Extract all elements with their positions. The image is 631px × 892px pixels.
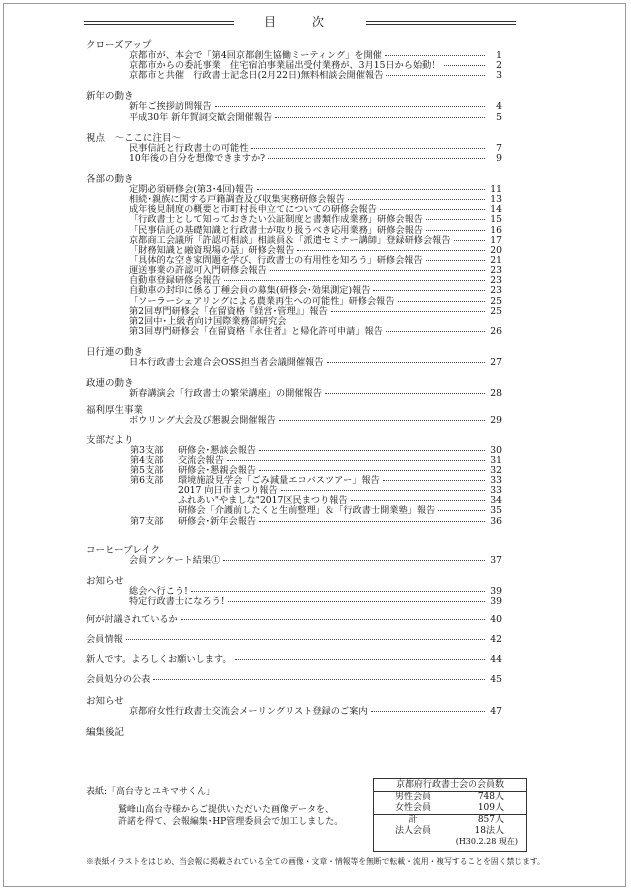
toc-page-number: 47 [490,705,502,717]
toc-section-title: お知らせ [86,575,124,587]
toc-section [86,405,502,426]
toc-page-number: 34 [490,495,502,507]
member-row-label: 法人会員 [394,826,431,836]
toc-leader-dots [351,500,485,501]
toc-leader-dots [251,148,485,149]
toc-section [86,174,502,337]
toc-entry[interactable] [86,506,502,516]
toc-entry[interactable] [86,476,502,486]
toc-entry-label: 成年後見制度の概要と市町村長申立てについての研修会報告 [129,204,377,216]
toc-leader-dots [153,679,485,680]
toc-page-number: 23 [490,265,502,277]
toc-page-number: 40 [490,614,502,626]
toc-page-number: 39 [490,585,502,597]
toc-entry-label: 定期必須研修会(第3･4回)報告 [129,183,254,195]
toc-entry-label: 会員情報 [86,634,123,646]
toc-page-number: 45 [490,674,502,686]
toc-section-title: お知らせ [86,695,124,707]
toc-page-number: 16 [490,224,502,236]
toc-entry[interactable] [86,655,502,665]
toc-entry[interactable] [86,327,502,337]
toc-leader-dots [371,711,485,712]
toc-entry-label: 「具体的な空き家問題を学び、行政書士の有用性を知ろう」研修会報告 [129,254,423,266]
toc-leader-dots [235,659,485,660]
toc-section [86,727,502,738]
toc-entry[interactable] [86,675,502,685]
toc-leader-dots [224,280,485,281]
toc-entry-label: 新人です。よろしくお願いします。 [86,654,232,666]
member-row-label: 女性会員 [394,803,431,813]
toc-section [86,635,502,645]
toc-section-title: 政連の動き [86,378,134,390]
toc-page-number: 32 [490,464,502,476]
toc-entry[interactable] [86,358,502,368]
toc-page-number: 31 [490,454,502,466]
toc-leader-dots [268,158,485,159]
toc-leader-dots [223,560,485,561]
toc-section [86,435,502,527]
toc-entry-label: 第3回専門研修会「在留資格『永住者』と帰化許可申請」報告 [129,325,383,337]
toc-entry-label: 京都府女性行政書士交流会メーリングリスト登録のご案内 [129,705,368,717]
toc-entry-label: 交流会報告 [178,454,224,466]
toc-entry-label: 研修会･新年会報告 [178,515,257,527]
toc-leader-dots [259,521,485,522]
toc-entry-label: 研修会･懇親会報告 [178,464,257,476]
toc-entry-label: 研修会･懇談会報告 [178,444,257,456]
toc-leader-dots [444,65,485,66]
toc-leader-dots [373,290,485,291]
toc-entry-label: 第2回専門研修会「在留資格『経営･管理』」報告 [129,305,328,317]
toc-leader-dots [383,480,485,481]
copyright-notice: ※表紙イラストをはじめ、当会報に掲載されている全ての画像・文章・情報等を無断で転載・流用・複写することを固く禁じます。 [86,857,545,866]
toc-entry-label: 何が討議されているか [86,614,178,626]
toc-section [86,40,502,81]
member-row-label: 計 [408,815,418,825]
toc-page-number: 37 [490,554,502,566]
toc-page-number: 7 [496,142,502,154]
toc-entry-label: ふれあい"やましな"2017区民まつり報告 [178,495,348,507]
toc-page-number: 42 [490,634,502,646]
toc-entry[interactable] [86,286,502,296]
toc-entry-label: 環境施設見学会「ごみ減量エコバスツアー」報告 [178,474,380,486]
toc-section-title: 日行連の動き [86,347,144,359]
toc-section-title: 視点 〜ここに注目〜 [86,132,182,144]
toc-page-number: 13 [490,194,502,206]
toc-page-number: 29 [490,415,502,427]
toc-leader-dots [279,420,485,421]
cover-credit-line: 許諾を得て、会報編集･HP管理委員会で加工しました。 [118,817,344,827]
member-count-header: 京都府行政書士会の会員数 [374,779,526,792]
toc-entry[interactable] [86,71,502,81]
toc-page-number: 21 [490,254,502,266]
toc-section-title: 福利厚生事業 [86,405,144,417]
toc-leader-dots [426,219,485,220]
toc-leader-dots [386,75,485,76]
toc-entry-label: 「財務知識と融資現場の話」研修会報告 [129,244,295,256]
toc-entry[interactable] [86,389,502,399]
toc-entry-label: 平成30年 新年賀詞交歓会開催報告 [129,111,273,123]
toc-leader-dots [325,393,485,394]
toc-page-number: 11 [490,183,502,195]
toc-entry-label: 京都市からの委託事業 住宅宿泊事業届出受付業務が、3月15日から始動！ [129,60,441,72]
toc-page-number: 20 [490,244,502,256]
toc-page-number: 9 [496,152,502,164]
toc-leader-dots [215,106,485,107]
toc-leader-dots [380,209,485,210]
toc-section [86,133,502,164]
toc-page-number: 1 [496,50,502,61]
toc-leader-dots [191,591,485,592]
toc-entry-label: 総会へ行こう! [129,585,188,597]
toc-page-number: 23 [490,275,502,287]
toc-page-number: 3 [496,70,502,82]
toc-entry-label: 京都市が、本会で「第4回京都創生協働ミーティング」を開催 [129,50,382,61]
toc-entry-label: 2017 向日市まつり報告 [178,485,278,497]
toc-section [86,576,502,607]
toc-entry-label: 研修会「介護前したくと生前整理」＆「行政書士開業塾」報告 [178,505,436,517]
toc-entry-label: 「ソーラーシェアリングによる農業再生への可能性」研修会報告 [129,295,395,307]
toc-leader-dots [348,199,485,200]
toc-entry[interactable] [86,113,502,123]
toc-branch-label: 第4支部 [130,454,164,466]
toc-leader-dots [327,362,485,363]
toc-entry-label: 京都商工会議所「許認可相談」相談員＆「派遣セミナー講師」登録研修会報告 [129,234,451,246]
toc-entry-label: 自動車登録研修会報告 [129,275,221,287]
toc-page-number: 2 [496,60,502,72]
toc-branch-label: 第6支部 [130,474,164,486]
toc-section-title: 新年の動き [86,91,134,103]
toc-section-title: クローズアップ [86,40,152,51]
toc-entry[interactable] [86,154,502,164]
toc-page-number: 36 [490,515,502,527]
member-count-date: (H30.2.28 現在) [455,837,518,846]
toc-page-number: 28 [490,388,502,400]
toc-page-number: 15 [490,214,502,226]
member-row-value: 857人 [477,815,504,825]
toc-branch-label: 第5支部 [130,464,164,476]
toc-entry[interactable] [86,597,502,607]
toc-entry-label: 特定行政書士になろう! [129,595,225,607]
toc-entry-label: 相続･親族に関する戸籍調査及び収集実務研修会報告 [129,194,345,206]
toc-section [86,615,502,625]
table-of-contents [86,40,502,738]
toc-entry[interactable] [86,615,502,625]
toc-page-number: 33 [490,474,502,486]
member-row-value: 748人 [477,792,504,802]
toc-leader-dots [426,230,485,231]
toc-leader-dots [275,117,485,118]
toc-leader-dots [181,619,485,620]
toc-leader-dots [270,270,485,271]
toc-page-number: 17 [490,234,502,246]
toc-page-number: 39 [490,595,502,607]
toc-leader-dots [126,639,485,640]
toc-leader-dots [227,460,485,461]
toc-entry-label: 運送事業の許認可入門研修会報告 [129,265,267,277]
toc-entry-label: 民事信託と行政書士の可能性 [129,142,249,154]
toc-page-number: 23 [490,285,502,297]
toc-page-number: 27 [490,357,502,369]
member-row-female [374,803,526,814]
toc-entry-label: 自動車の封印に係る丁種会員の募集(研修会･効果測定)報告 [129,285,371,297]
toc-entry-label: ボウリング大会及び懇親会開催報告 [129,415,276,427]
member-row-corporate [374,826,526,837]
toc-leader-dots [297,250,485,251]
toc-section-title: コーヒーブレイク [86,544,161,556]
toc-leader-dots [438,510,485,511]
toc-leader-dots [386,331,485,332]
member-row-label: 男性会員 [394,792,431,802]
toc-section [86,655,502,665]
toc-entry[interactable] [86,517,502,527]
toc-leader-dots [259,450,485,451]
member-count-box [373,778,527,852]
toc-section-title: 支部だより [86,434,134,446]
toc-section-title: 各部の動き [86,173,134,185]
toc-leader-dots [259,470,485,471]
member-row-total [374,814,526,826]
cover-credit [86,786,343,828]
toc-section [86,91,502,122]
toc-entry-label: 会員アンケート結果① [129,554,221,566]
cover-credit-title: 表紙:「高台寺とユキマサくん」 [86,787,216,797]
toc-page-number: 35 [490,505,502,517]
toc-page-number: 33 [490,485,502,497]
toc-leader-dots [454,240,485,241]
toc-leader-dots [331,311,485,312]
toc-page-number: 30 [490,444,502,456]
toc-entry[interactable] [86,416,502,426]
toc-entry[interactable] [86,635,502,645]
member-row-value: 18法人 [474,826,504,836]
toc-leader-dots [281,490,485,491]
toc-branch-label: 第3支部 [130,444,164,456]
toc-entry[interactable] [86,556,502,566]
toc-section [86,696,502,717]
toc-entry-label: 会員処分の公表 [86,674,151,686]
toc-section-title: 編集後記 [86,726,125,738]
cover-credit-line: 鷲峰山高台寺様からご提供いただいた画像データを、 [118,805,335,815]
toc-page-number: 5 [496,111,502,123]
toc-page-number: 4 [496,101,502,113]
toc-leader-dots [228,601,485,602]
toc-entry-label: 10年後の自分を想像できますか? [129,152,266,164]
toc-page-number: 44 [490,654,502,666]
toc-page-number: 14 [490,204,502,216]
toc-section [86,675,502,685]
toc-entry-label: 新春講演会「行政書士の繁栄講座」の開催報告 [129,388,322,400]
toc-entry-label: 京都市と共催 行政書士記念日(2月22日)無料相談会開催報告 [129,70,384,82]
member-row-value: 109人 [477,803,504,813]
toc-entry-label: 「行政書士として知っておきたい公証制度と書類作成業務」研修会報告 [129,214,423,226]
toc-entry-label: 日本行政書士会連合会OSS担当者会議開催報告 [129,357,324,369]
toc-page-number: 25 [490,305,502,317]
toc-leader-dots [257,189,485,190]
toc-section [86,347,502,368]
toc-leader-dots [385,55,485,56]
toc-entry-label: 第2回中･上級者向け国際業務部研究会 [129,315,287,327]
toc-section [86,378,502,399]
toc-entry-label: 新年ご挨拶訪問報告 [129,101,212,113]
toc-entry[interactable] [86,707,502,717]
cover-credit-body [86,804,343,828]
member-row-male [374,792,526,803]
toc-page-number: 25 [490,295,502,307]
page-title: 目 次 [234,14,366,30]
toc-header [84,14,516,30]
toc-leader-dots [426,260,485,261]
toc-entry-label: 「民事信託の基礎知識と行政書士が取り扱うべき応用業務」研修会報告 [129,224,423,236]
toc-page-number: 26 [490,325,502,337]
toc-leader-dots [398,301,485,302]
toc-branch-label: 第7支部 [130,515,164,527]
toc-section [86,545,502,566]
